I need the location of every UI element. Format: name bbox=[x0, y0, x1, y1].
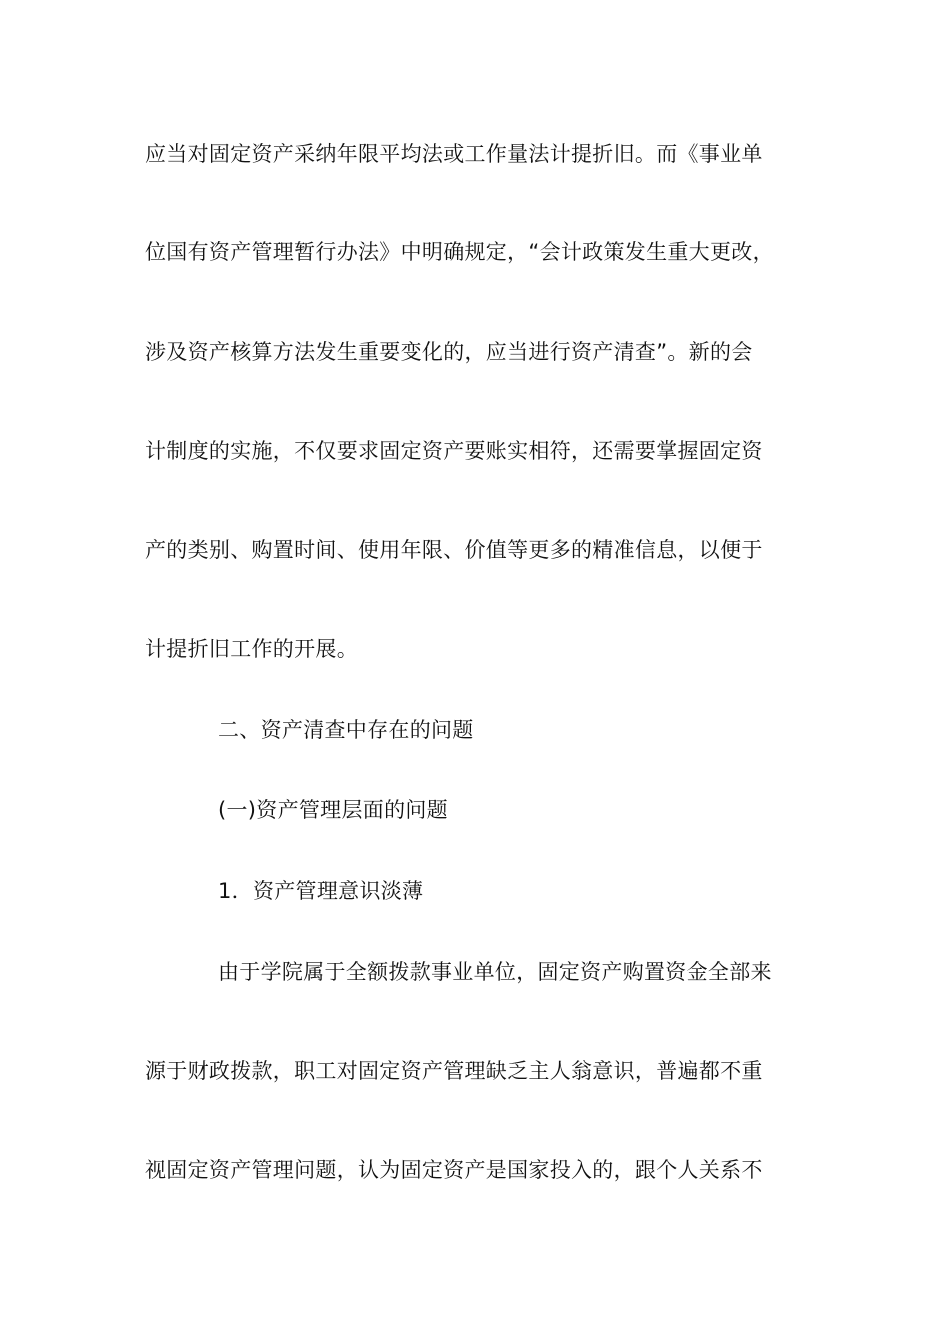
paragraph-2-line-3: 视固定资产管理问题，认为固定资产是国家投入的，跟个人关系不 bbox=[145, 1158, 763, 1182]
paragraph-1-line-4: 计制度的实施，不仅要求固定资产要账实相符，还需要掌握固定资 bbox=[145, 439, 763, 463]
paragraph-1-line-5: 产的类别、购置时间、使用年限、价值等更多的精准信息，以便于 bbox=[145, 538, 763, 562]
paragraph-1-line-3: 涉及资产核算方法发生重要变化的，应当进行资产清查”。新的会 bbox=[145, 340, 753, 364]
subsection-heading: (一)资产管理层面的问题 bbox=[218, 798, 448, 822]
paragraph-1-line-2: 位国有资产管理暂行办法》中明确规定，“会计政策发生重大更改， bbox=[145, 240, 774, 264]
item-heading: 1．资产管理意识淡薄 bbox=[218, 879, 424, 903]
paragraph-2-line-1: 由于学院属于全额拨款事业单位，固定资产购置资金全部来 bbox=[218, 960, 772, 984]
paragraph-1-line-6: 计提折旧工作的开展。 bbox=[145, 637, 358, 661]
section-heading: 二、资产清查中存在的问题 bbox=[218, 718, 474, 742]
paragraph-2-line-2: 源于财政拨款，职工对固定资产管理缺乏主人翁意识，普遍都不重 bbox=[145, 1059, 763, 1083]
paragraph-1-line-1: 应当对固定资产采纳年限平均法或工作量法计提折旧。而《事业单 bbox=[145, 142, 763, 166]
